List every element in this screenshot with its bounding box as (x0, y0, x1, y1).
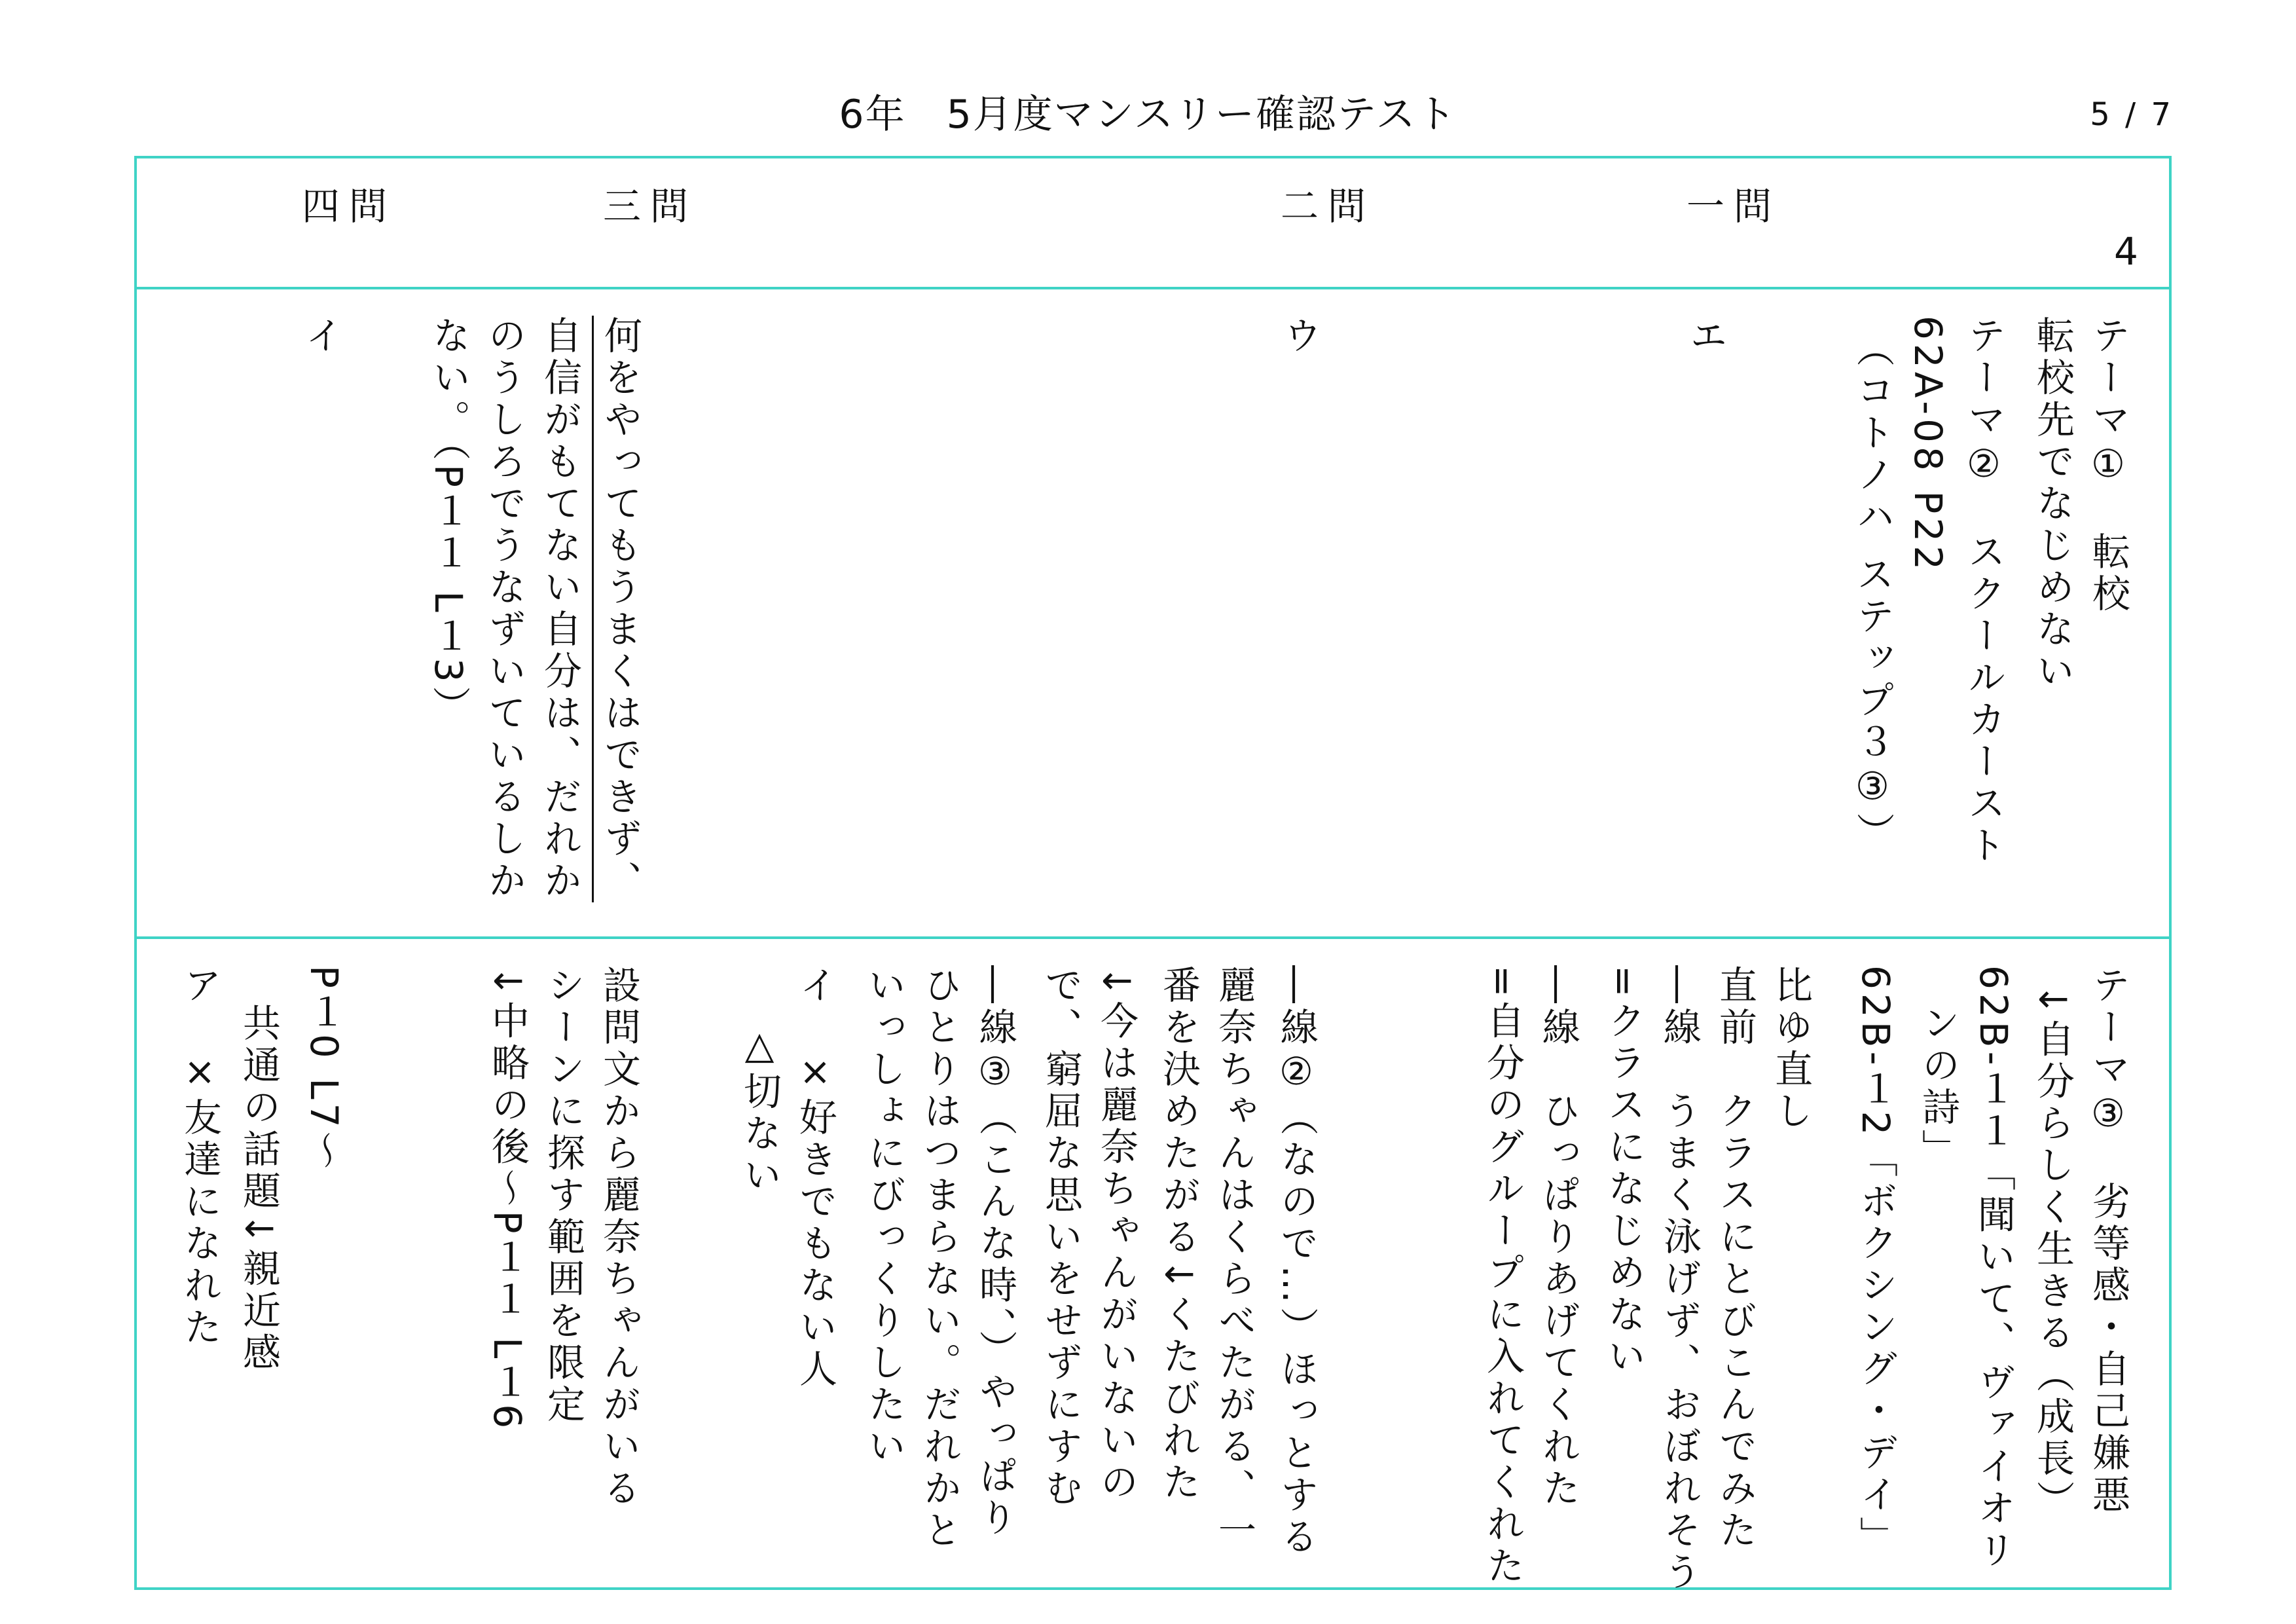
note-line-24: ↓中略の後～P１１ L１6 (485, 965, 530, 1433)
header-divider (137, 287, 2169, 289)
note-line-20: イ ×好きでもない人 (793, 965, 837, 1391)
note-line-27: ア ×友達になれた (177, 965, 222, 1349)
answer-4: イ (299, 316, 343, 358)
note-line-7: 直前 クラスにとびこんでみた (1713, 965, 1757, 1552)
answer-sheet (134, 156, 2172, 1594)
note-line-23: シーンに探す範囲を限定 (541, 965, 585, 1426)
note-line-1: テーマ③ 劣等感・自己嫌悪 (2086, 965, 2130, 1517)
note-line-9: =クラスになじめない (1601, 965, 1646, 1378)
note-line-21: △切ない (737, 1023, 782, 1197)
note-line-14: 番を決めたがる↓くたびれた (1156, 965, 1201, 1504)
note-line-12: ―線②（なので…）ほっとする (1274, 965, 1319, 1559)
answer-3-line-3: のうしろでうなずいているしか (482, 316, 526, 902)
note-line-6: 比ゆ直し (1768, 965, 1813, 1133)
theme-line-3: テーマ② スクールカースト (1961, 316, 2006, 867)
question-number: 4 (2114, 229, 2138, 274)
theme-line-2: 転校先でなじめない (2030, 316, 2075, 693)
answer-3-line-1: 何をやってもうまくはできず、 (592, 316, 644, 902)
note-line-19: いっしょにびっくりしたい (862, 965, 906, 1468)
note-line-17: ―線③（こんな時、）やっぱり (973, 965, 1017, 1540)
answer-3-line-2: 自信がもてない自分は、だれか (538, 316, 582, 902)
note-line-26: 共通の話題↓親近感 (236, 1003, 281, 1375)
page-title: 6年 5月度マンスリー確認テスト (839, 92, 1457, 138)
theme-line-1: テーマ① 転校 (2086, 316, 2130, 616)
note-line-18: ひとりはつまらない。だれかと (917, 965, 962, 1552)
question-label-1: 問 一 (1680, 186, 1772, 231)
question-label-4: 問 四 (295, 186, 387, 231)
note-line-16: で、窮屈な思いをせずにすむ (1038, 965, 1083, 1510)
page-number: 5 / 7 (2090, 96, 2174, 133)
note-line-2: ↓自分らしく生きる（成長） (2030, 984, 2075, 1522)
theme-line-5: （コトノハ ステップ３③） (1850, 329, 1895, 855)
row-divider (137, 936, 2169, 939)
note-line-22: 設問文から麗奈ちゃんがいる (596, 965, 641, 1510)
theme-line-4: 62A-08 P22 (1906, 316, 1950, 574)
note-line-13: 麗奈ちゃんはくらべたがる、一 (1212, 965, 1256, 1552)
note-line-4: ンの詩」 (1916, 1003, 1960, 1171)
question-label-2: 問 二 (1274, 186, 1366, 231)
note-line-10: ―線 ひっぱりあげてくれた (1536, 965, 1580, 1510)
answer-2: ウ (1277, 316, 1322, 358)
answer-1: エ (1683, 316, 1728, 358)
note-line-8: ―線 うまく泳げず、おぼれそう (1657, 965, 1702, 1594)
question-label-3: 問 三 (596, 186, 688, 231)
note-line-25: P１0 L7～ (302, 965, 346, 1173)
note-line-11: =自分のグループに入れてくれた (1480, 965, 1525, 1588)
note-line-3: 62B-１１「聞いて、ヴァイオリ (1971, 965, 2016, 1572)
note-line-5: 62B-１2「ボクシング・デイ」 (1853, 965, 1898, 1559)
note-line-15: ↓今は麗奈ちゃんがいないの (1094, 965, 1139, 1504)
answer-3-line-4: ない。（P１１ L１3） (426, 316, 471, 728)
